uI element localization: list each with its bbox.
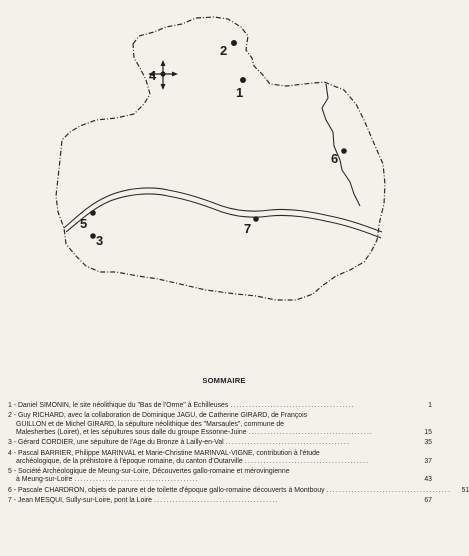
site-marker-7	[253, 216, 259, 222]
toc-entry	[8, 497, 432, 505]
toc-page-number: 37	[424, 457, 432, 465]
toc-entry-line: 6 - Pascale CHARDRON, objets de parure et de toilette d'époque gallo-romaine découverts à Montbouy ........................................	[8, 486, 452, 494]
leader-dots: ........................................	[154, 497, 279, 505]
toc-entry-line: 4 - Pascal BARRIER, Philippe MARINVAL et Marie-Christine MARINVAL-VIGNE, contribution à l'étude	[8, 449, 320, 457]
site-marker-2	[231, 40, 237, 46]
toc-entry-line: 7 - Jean MESQUI, Sully-sur-Loire, pont la Loire ........................................	[8, 497, 279, 505]
toc-entry	[8, 412, 432, 436]
site-marker-3	[90, 233, 96, 239]
toc-entry	[8, 402, 432, 410]
site-marker-1	[240, 77, 246, 83]
toc-page-number: 67	[424, 497, 432, 505]
site-label-2: 2	[220, 43, 228, 58]
toc-entry-line: Malesherbes (Loiret), et les sépultures sous dalle du groupe Essonne-Juine ........................................	[16, 428, 374, 436]
toc-page-number: 43	[424, 476, 432, 484]
site-marker-5	[90, 210, 96, 216]
site-label-1: 1	[236, 85, 244, 100]
site-label-6: 6	[331, 151, 339, 166]
site-label-7: 7	[244, 221, 252, 236]
toc-entry	[8, 486, 469, 495]
leader-dots: ........................................	[74, 476, 199, 484]
toc-entry-text	[8, 439, 416, 447]
loire-river-south-bank	[66, 194, 381, 238]
site-label-4: 4	[149, 68, 157, 83]
toc-entry-text	[8, 487, 453, 495]
toc-entry-text	[8, 402, 416, 410]
leader-dots: ........................................	[230, 402, 355, 409]
leader-dots: ........................................	[225, 439, 351, 447]
toc-entry	[8, 439, 432, 447]
toc-entry-line: à Meung-sur-Loire ........................................	[16, 476, 199, 484]
site-label-5: 5	[80, 216, 88, 231]
toc-entry-line: archéologique, de la préhistoire à l'époque romaine, du canton d'Outarville ........................................	[16, 457, 370, 465]
toc-entry	[8, 468, 432, 484]
sommaire-title: SOMMAIRE	[202, 376, 246, 385]
site-marker-6	[341, 148, 347, 154]
leader-dots: ........................................	[248, 428, 374, 436]
toc-entry-text	[8, 450, 416, 466]
toc-entry-line: 5 - Société Archéologique de Meung-sur-Loire, Découvertes gallo-romaine et mérovingienne	[8, 468, 290, 476]
toc-entry-text	[8, 497, 416, 505]
toc-entry-line: 3 - Gérard CORDIER, une sépulture de l'Age du Bronze à Lailly-en-Val ........................................	[8, 439, 351, 447]
toc-entry	[8, 450, 432, 466]
toc-entry-line: 2 - Guy RICHARD, avec la collaboration de Dominique JAGU, de Catherine GIRARD, de François	[8, 412, 308, 420]
toc-page-number: 15	[424, 428, 432, 436]
toc-entry-line: GUILLON et de Michel GIRARD, la sépulture néolithique des "Marsaules", commune de	[16, 420, 285, 428]
table-of-contents	[8, 402, 469, 505]
leader-dots: ........................................	[326, 486, 452, 494]
leader-dots: ........................................	[244, 457, 370, 465]
toc-page-number: 51	[461, 486, 469, 494]
site-label-3: 3	[96, 233, 104, 248]
toc-entry-line: 1 - Daniel SIMONIN, le site néolithique du "Bas de l'Orme" à Echilleuses ........................................	[8, 402, 355, 409]
toc-page-number: 35	[424, 439, 432, 447]
toc-entry-text	[8, 468, 416, 484]
loire-river-north-bank	[64, 188, 382, 232]
toc-page-number: 1	[428, 402, 432, 409]
toc-entry-text	[8, 412, 416, 436]
site-marker-4	[160, 71, 165, 76]
